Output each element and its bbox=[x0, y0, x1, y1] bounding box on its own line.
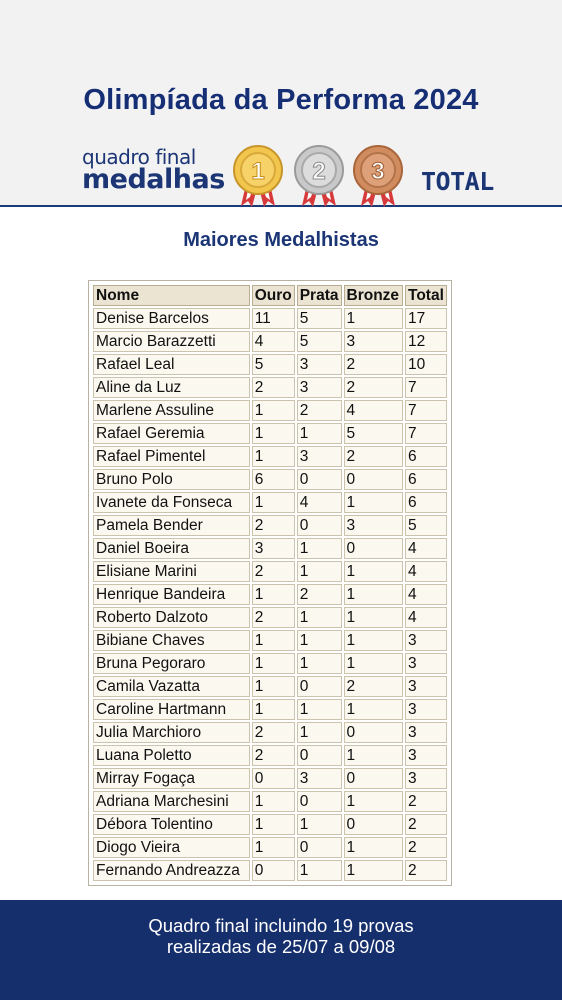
cell-bronze: 0 bbox=[344, 469, 404, 490]
cell-total: 3 bbox=[405, 722, 447, 743]
table-row bbox=[93, 699, 447, 720]
cell-name: Fernando Andreazza bbox=[93, 860, 250, 881]
cell-bronze: 2 bbox=[344, 676, 404, 697]
table-row bbox=[93, 515, 447, 536]
table-row bbox=[93, 860, 447, 881]
cell-gold: 2 bbox=[252, 722, 295, 743]
table-row bbox=[93, 607, 447, 628]
cell-total: 3 bbox=[405, 699, 447, 720]
cell-silver: 0 bbox=[297, 791, 342, 812]
table-row bbox=[93, 331, 447, 352]
cell-name: Rafael Leal bbox=[93, 354, 250, 375]
cell-gold: 1 bbox=[252, 584, 295, 605]
column-header-gold: Ouro bbox=[252, 285, 295, 306]
cell-total: 7 bbox=[405, 400, 447, 421]
cell-total: 4 bbox=[405, 538, 447, 559]
cell-name: Rafael Pimentel bbox=[93, 446, 250, 467]
cell-name: Bibiane Chaves bbox=[93, 630, 250, 651]
cell-gold: 1 bbox=[252, 630, 295, 651]
silver-medal-number: 2 bbox=[312, 158, 326, 185]
cell-silver: 2 bbox=[297, 584, 342, 605]
cell-name: Daniel Boeira bbox=[93, 538, 250, 559]
table-row bbox=[93, 584, 447, 605]
cell-name: Débora Tolentino bbox=[93, 814, 250, 835]
table-row bbox=[93, 492, 447, 513]
cell-name: Ivanete da Fonseca bbox=[93, 492, 250, 513]
cell-silver: 1 bbox=[297, 814, 342, 835]
bronze-medal-number: 3 bbox=[371, 158, 385, 185]
footer-line-2: realizadas de 25/07 a 09/08 bbox=[166, 936, 396, 957]
cell-gold: 2 bbox=[252, 377, 295, 398]
cell-silver: 3 bbox=[297, 354, 342, 375]
cell-silver: 0 bbox=[297, 515, 342, 536]
cell-silver: 1 bbox=[297, 699, 342, 720]
cell-gold: 2 bbox=[252, 607, 295, 628]
cell-bronze: 1 bbox=[344, 653, 404, 674]
cell-total: 4 bbox=[405, 607, 447, 628]
column-header-silver: Prata bbox=[297, 285, 342, 306]
cell-bronze: 1 bbox=[344, 584, 404, 605]
cell-gold: 2 bbox=[252, 561, 295, 582]
cell-total: 2 bbox=[405, 837, 447, 858]
cell-silver: 0 bbox=[297, 837, 342, 858]
cell-total: 12 bbox=[405, 331, 447, 352]
cell-bronze: 1 bbox=[344, 745, 404, 766]
table-row bbox=[93, 791, 447, 812]
cell-silver: 1 bbox=[297, 607, 342, 628]
cell-gold: 2 bbox=[252, 745, 295, 766]
cell-total: 2 bbox=[405, 860, 447, 881]
cell-gold: 1 bbox=[252, 400, 295, 421]
cell-name: Pamela Bender bbox=[93, 515, 250, 536]
cell-total: 6 bbox=[405, 469, 447, 490]
medal-table-container bbox=[88, 280, 452, 886]
cell-silver: 2 bbox=[297, 400, 342, 421]
cell-bronze: 2 bbox=[344, 377, 404, 398]
cell-silver: 1 bbox=[297, 653, 342, 674]
table-row bbox=[93, 768, 447, 789]
table-row bbox=[93, 538, 447, 559]
cell-gold: 0 bbox=[252, 860, 295, 881]
cell-total: 3 bbox=[405, 768, 447, 789]
cell-gold: 1 bbox=[252, 699, 295, 720]
cell-total: 2 bbox=[405, 814, 447, 835]
footer-line-1: Quadro final incluindo 19 provas bbox=[148, 915, 414, 936]
cell-gold: 4 bbox=[252, 331, 295, 352]
cell-bronze: 5 bbox=[344, 423, 404, 444]
cell-bronze: 0 bbox=[344, 768, 404, 789]
cell-silver: 4 bbox=[297, 492, 342, 513]
gold-medal-number: 1 bbox=[251, 158, 265, 185]
cell-bronze: 1 bbox=[344, 837, 404, 858]
cell-gold: 1 bbox=[252, 676, 295, 697]
cell-bronze: 1 bbox=[344, 561, 404, 582]
cell-name: Elisiane Marini bbox=[93, 561, 250, 582]
cell-silver: 0 bbox=[297, 745, 342, 766]
table-row bbox=[93, 423, 447, 444]
cell-gold: 1 bbox=[252, 814, 295, 835]
table-body bbox=[93, 308, 447, 881]
cell-silver: 1 bbox=[297, 423, 342, 444]
cell-name: Aline da Luz bbox=[93, 377, 250, 398]
cell-bronze: 1 bbox=[344, 630, 404, 651]
cell-bronze: 0 bbox=[344, 814, 404, 835]
table-row bbox=[93, 308, 447, 329]
cell-silver: 1 bbox=[297, 538, 342, 559]
table-row bbox=[93, 446, 447, 467]
table-row bbox=[93, 400, 447, 421]
cell-silver: 3 bbox=[297, 377, 342, 398]
column-header-bronze: Bronze bbox=[344, 285, 404, 306]
cell-gold: 5 bbox=[252, 354, 295, 375]
cell-total: 3 bbox=[405, 630, 447, 651]
cell-name: Bruno Polo bbox=[93, 469, 250, 490]
cell-name: Diogo Vieira bbox=[93, 837, 250, 858]
cell-name: Marcio Barazzetti bbox=[93, 331, 250, 352]
table-row bbox=[93, 814, 447, 835]
cell-name: Mirray Fogaça bbox=[93, 768, 250, 789]
cell-total: 2 bbox=[405, 791, 447, 812]
cell-name: Bruna Pegoraro bbox=[93, 653, 250, 674]
cell-bronze: 0 bbox=[344, 538, 404, 559]
cell-name: Luana Poletto bbox=[93, 745, 250, 766]
cell-silver: 3 bbox=[297, 768, 342, 789]
cell-silver: 1 bbox=[297, 722, 342, 743]
cell-bronze: 1 bbox=[344, 308, 404, 329]
cell-gold: 0 bbox=[252, 768, 295, 789]
cell-bronze: 2 bbox=[344, 446, 404, 467]
table-row bbox=[93, 745, 447, 766]
table-row bbox=[93, 837, 447, 858]
cell-bronze: 1 bbox=[344, 492, 404, 513]
cell-gold: 11 bbox=[252, 308, 295, 329]
cell-total: 7 bbox=[405, 423, 447, 444]
cell-name: Henrique Bandeira bbox=[93, 584, 250, 605]
cell-bronze: 3 bbox=[344, 515, 404, 536]
cell-gold: 1 bbox=[252, 791, 295, 812]
cell-silver: 1 bbox=[297, 630, 342, 651]
cell-gold: 1 bbox=[252, 653, 295, 674]
cell-name: Roberto Dalzoto bbox=[93, 607, 250, 628]
cell-name: Denise Barcelos bbox=[93, 308, 250, 329]
total-label: TOTAL bbox=[421, 167, 494, 196]
cell-silver: 1 bbox=[297, 860, 342, 881]
medal-table bbox=[91, 283, 449, 883]
cell-bronze: 1 bbox=[344, 791, 404, 812]
table-row bbox=[93, 469, 447, 490]
column-header-total: Total bbox=[405, 285, 447, 306]
footer-banner bbox=[0, 900, 562, 1000]
cell-silver: 5 bbox=[297, 331, 342, 352]
cell-total: 4 bbox=[405, 561, 447, 582]
table-row bbox=[93, 653, 447, 674]
cell-bronze: 1 bbox=[344, 860, 404, 881]
cell-total: 7 bbox=[405, 377, 447, 398]
cell-name: Caroline Hartmann bbox=[93, 699, 250, 720]
cell-gold: 1 bbox=[252, 837, 295, 858]
table-row bbox=[93, 676, 447, 697]
cell-total: 3 bbox=[405, 653, 447, 674]
cell-silver: 3 bbox=[297, 446, 342, 467]
cell-name: Camila Vazatta bbox=[93, 676, 250, 697]
table-row bbox=[93, 561, 447, 582]
table-row bbox=[93, 377, 447, 398]
table-row bbox=[93, 630, 447, 651]
cell-total: 6 bbox=[405, 446, 447, 467]
table-row bbox=[93, 722, 447, 743]
cell-name: Marlene Assuline bbox=[93, 400, 250, 421]
cell-gold: 3 bbox=[252, 538, 295, 559]
cell-bronze: 0 bbox=[344, 722, 404, 743]
cell-gold: 1 bbox=[252, 446, 295, 467]
cell-total: 3 bbox=[405, 745, 447, 766]
section-title: Maiores Medalhistas bbox=[183, 229, 379, 251]
cell-gold: 1 bbox=[252, 492, 295, 513]
cell-silver: 0 bbox=[297, 676, 342, 697]
cell-silver: 0 bbox=[297, 469, 342, 490]
page-title: Olimpíada da Performa 2024 bbox=[83, 84, 479, 116]
cell-total: 10 bbox=[405, 354, 447, 375]
cell-total: 3 bbox=[405, 676, 447, 697]
cell-total: 5 bbox=[405, 515, 447, 536]
cell-silver: 1 bbox=[297, 561, 342, 582]
subtitle-bottom: medalhas bbox=[82, 164, 225, 195]
cell-bronze: 1 bbox=[344, 607, 404, 628]
cell-name: Julia Marchioro bbox=[93, 722, 250, 743]
cell-silver: 5 bbox=[297, 308, 342, 329]
cell-total: 6 bbox=[405, 492, 447, 513]
cell-bronze: 4 bbox=[344, 400, 404, 421]
table-row bbox=[93, 354, 447, 375]
cell-bronze: 3 bbox=[344, 331, 404, 352]
cell-gold: 1 bbox=[252, 423, 295, 444]
column-header-name: Nome bbox=[93, 285, 250, 306]
subtitle-top: quadro final bbox=[82, 145, 196, 169]
cell-total: 4 bbox=[405, 584, 447, 605]
silver-medal-icon bbox=[293, 144, 345, 210]
cell-bronze: 1 bbox=[344, 699, 404, 720]
cell-gold: 6 bbox=[252, 469, 295, 490]
table-header-row bbox=[93, 285, 447, 306]
gold-medal-icon bbox=[232, 144, 284, 210]
cell-bronze: 2 bbox=[344, 354, 404, 375]
cell-total: 17 bbox=[405, 308, 447, 329]
cell-name: Rafael Geremia bbox=[93, 423, 250, 444]
cell-name: Adriana Marchesini bbox=[93, 791, 250, 812]
bronze-medal-icon bbox=[352, 144, 404, 210]
cell-gold: 2 bbox=[252, 515, 295, 536]
